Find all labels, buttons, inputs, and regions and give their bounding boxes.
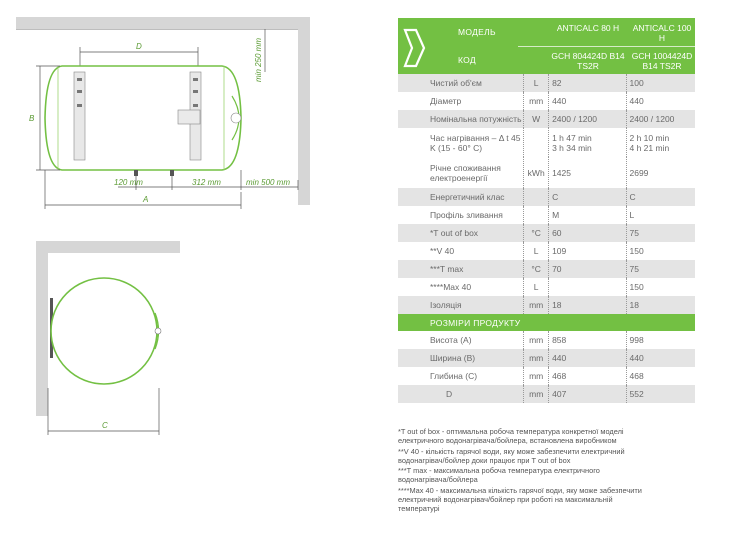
model-label: МОДЕЛЬ — [458, 27, 496, 37]
row-unit-cell — [523, 92, 549, 110]
section-product-size — [398, 314, 695, 331]
row-unit-cell — [523, 331, 549, 349]
row-unit-cell — [523, 385, 549, 403]
row-name: *T out of box — [430, 228, 479, 238]
row-unit: mm — [529, 335, 544, 345]
row-unit: W — [532, 114, 541, 124]
row-unit-cell — [523, 206, 549, 224]
dim-label-d: D — [136, 42, 142, 51]
row-name: Час нагрівання – Δ t 45 K (15 - 60° C) — [430, 132, 521, 153]
row-value-model-1: 468 — [552, 371, 567, 381]
row-value-model-2-cell — [627, 296, 695, 314]
table-row — [398, 128, 695, 157]
row-value-model-2-cell — [627, 349, 695, 367]
row-name-cell — [398, 331, 523, 349]
row-name-cell — [398, 242, 523, 260]
dim-label-312: 312 mm — [192, 178, 221, 187]
row-value-model-1: 70 — [552, 264, 562, 274]
header-model-row — [398, 18, 695, 46]
header-code-row — [398, 46, 695, 74]
row-value-model-1: C — [552, 192, 559, 202]
row-unit: mm — [529, 389, 544, 399]
row-value-model-1-cell — [549, 260, 626, 278]
row-name-cell — [398, 224, 523, 242]
model-2: ANTICALC 100 H — [632, 23, 692, 43]
row-name-cell — [398, 367, 523, 385]
row-name-cell — [398, 206, 523, 224]
row-value-model-1-cell — [549, 278, 626, 296]
row-value-model-2: 998 — [629, 335, 644, 345]
table-row — [398, 278, 695, 296]
row-unit: kWh — [527, 167, 545, 178]
row-name-cell — [398, 110, 523, 128]
row-value-model-1-cell — [549, 331, 626, 349]
dim-label-c: C — [102, 421, 108, 430]
table-row — [398, 242, 695, 260]
table-row — [398, 188, 695, 206]
row-value-model-1: 858 — [552, 335, 567, 345]
row-unit: L — [533, 246, 539, 256]
row-unit: mm — [529, 96, 544, 106]
row-value-model-2-cell — [627, 278, 695, 296]
row-name: Глибина (C) — [430, 371, 478, 381]
row-value-model-1: 440 — [552, 96, 567, 106]
row-name-cell — [398, 157, 523, 188]
code-1: GCH 804424D B14 TS2R — [551, 51, 625, 71]
row-name: D — [446, 389, 453, 399]
row-unit-cell — [523, 224, 549, 242]
row-value-model-1-cell — [549, 128, 626, 157]
row-name-cell — [398, 349, 523, 367]
row-name: Профіль зливання — [430, 210, 503, 220]
row-unit-cell — [523, 349, 549, 367]
row-name-cell — [398, 74, 523, 92]
footnote-v40: **V 40 - кількість гарячої води, яку може забезпечити електричний водонагрівач/бойлер доки працює при T out of box — [398, 446, 625, 465]
code-2: GCH 1004424D B14 TS2R — [631, 51, 693, 71]
table-row — [398, 206, 695, 224]
dim-label-120: 120 mm — [114, 178, 143, 187]
row-value-model-2-cell — [627, 385, 695, 403]
row-value-model-1: M — [552, 210, 560, 220]
model-1: ANTICALC 80 H — [556, 23, 620, 33]
row-name: Номінальна потужність — [430, 114, 522, 124]
row-unit-cell — [523, 296, 549, 314]
row-name-cell — [398, 128, 523, 157]
row-value-model-2: 2 h 10 min 4 h 21 min — [629, 132, 670, 153]
row-value-model-2-cell — [627, 367, 695, 385]
section-title: РОЗМІРИ ПРОДУКТУ — [430, 317, 521, 328]
row-name-cell — [398, 296, 523, 314]
row-name-cell — [398, 92, 523, 110]
row-value-model-1: 1 h 47 min 3 h 34 min — [552, 132, 592, 153]
footnote-t-out-of-box: *T out of box - оптимальна робоча температура конкретної моделі електричного водонагрівача/бойлера, встановлена виробником — [398, 427, 624, 446]
row-value-model-2-cell — [627, 224, 695, 242]
row-value-model-2: 2699 — [629, 167, 649, 178]
row-name: Енергетичний клас — [430, 192, 505, 202]
footnotes — [398, 427, 718, 515]
tank-front-view — [50, 278, 161, 384]
row-name: Річне споживання електроенергії — [430, 162, 501, 183]
row-unit-cell — [523, 242, 549, 260]
row-value-model-2: 440 — [629, 353, 644, 363]
row-value-model-1-cell — [549, 110, 626, 128]
row-value-model-1-cell — [549, 385, 626, 403]
row-unit-cell — [523, 157, 549, 188]
row-unit-cell — [523, 260, 549, 278]
code-label: КОД — [458, 55, 476, 65]
row-value-model-2-cell — [627, 331, 695, 349]
row-unit-cell — [523, 278, 549, 296]
row-value-model-1: 18 — [552, 300, 562, 310]
row-value-model-2-cell — [627, 188, 695, 206]
row-value-model-2: 552 — [629, 389, 644, 399]
spec-rows — [398, 74, 695, 314]
table-header — [398, 18, 695, 74]
row-name-cell — [398, 260, 523, 278]
table-row — [398, 110, 695, 128]
row-value-model-2: 75 — [629, 264, 639, 274]
row-name-cell — [398, 385, 523, 403]
row-value-model-1: 1425 — [552, 167, 571, 178]
spec-table — [398, 18, 695, 403]
row-value-model-2-cell — [627, 74, 695, 92]
row-name: ***T max — [430, 264, 464, 274]
row-value-model-2-cell — [627, 110, 695, 128]
row-value-model-1-cell — [549, 296, 626, 314]
row-unit-cell — [523, 367, 549, 385]
row-value-model-2-cell — [627, 260, 695, 278]
row-name: ****Max 40 — [430, 282, 472, 292]
row-name-cell — [398, 188, 523, 206]
row-value-model-1-cell — [549, 349, 626, 367]
row-value-model-1-cell — [549, 157, 626, 188]
row-name: Ширина (B) — [430, 353, 476, 363]
row-value-model-2: 18 — [629, 300, 639, 310]
row-unit: L — [533, 78, 539, 88]
row-value-model-1-cell — [549, 206, 626, 224]
table-row — [398, 367, 695, 385]
row-value-model-2: L — [629, 210, 635, 220]
dim-label-a: A — [143, 195, 149, 204]
row-value-model-2: C — [629, 192, 636, 202]
row-value-model-1: 2400 / 1200 — [552, 114, 597, 124]
table-row — [398, 224, 695, 242]
row-unit: L — [533, 282, 539, 292]
row-name: Чистий об'єм — [430, 78, 482, 88]
footnote-t-max: ***T max - максимальна робоча температура електричного водонагрівача/бойлера — [398, 466, 600, 485]
row-unit: °C — [531, 228, 541, 238]
row-value-model-2-cell — [627, 128, 695, 157]
row-name: Діаметр — [430, 96, 462, 106]
row-value-model-2-cell — [627, 157, 695, 188]
row-unit-cell — [523, 128, 549, 157]
dim-label-min250: min 250 mm — [254, 37, 263, 82]
row-unit: °C — [531, 264, 541, 274]
table-row — [398, 157, 695, 188]
row-name: **V 40 — [430, 246, 455, 256]
row-value-model-1: 82 — [552, 78, 562, 88]
table-row — [398, 296, 695, 314]
row-value-model-1-cell — [549, 367, 626, 385]
row-unit: mm — [529, 353, 544, 363]
row-name: Ізоляція — [430, 300, 462, 310]
table-row — [398, 349, 695, 367]
row-value-model-2: 2400 / 1200 — [629, 114, 675, 124]
row-unit: mm — [529, 300, 544, 310]
row-value-model-2: 100 — [629, 78, 644, 88]
table-row — [398, 74, 695, 92]
row-value-model-1: 407 — [552, 389, 567, 399]
row-unit-cell — [523, 74, 549, 92]
row-value-model-1: 440 — [552, 353, 567, 363]
row-unit-cell — [523, 110, 549, 128]
row-value-model-2: 440 — [629, 96, 644, 106]
row-value-model-1: 60 — [552, 228, 562, 238]
row-value-model-1-cell — [549, 74, 626, 92]
row-value-model-1-cell — [549, 92, 626, 110]
size-rows — [398, 331, 695, 403]
row-value-model-2: 75 — [629, 228, 639, 238]
footnote-max40: ****Max 40 - максимальна кількість гарячої води, яку може забезпечити електричний водонагрівач/бойлер при роботі на максимальній температурі — [398, 485, 642, 514]
row-value-model-2: 468 — [629, 371, 644, 381]
row-unit-cell — [523, 188, 549, 206]
table-row — [398, 385, 695, 403]
table-row — [398, 92, 695, 110]
row-value-model-1-cell — [549, 242, 626, 260]
row-name-cell — [398, 278, 523, 296]
row-value-model-2-cell — [627, 242, 695, 260]
row-value-model-2: 150 — [629, 282, 644, 292]
dim-label-min500: min 500 mm — [246, 178, 291, 187]
row-value-model-1-cell — [549, 224, 626, 242]
row-unit: mm — [529, 371, 544, 381]
row-value-model-2-cell — [627, 92, 695, 110]
tank-side-view — [45, 66, 241, 176]
row-name: Висота (A) — [430, 335, 472, 345]
row-value-model-1: 109 — [552, 246, 567, 256]
table-row — [398, 260, 695, 278]
row-value-model-1-cell — [549, 188, 626, 206]
row-value-model-2: 150 — [629, 246, 644, 256]
row-value-model-2-cell — [627, 206, 695, 224]
table-row — [398, 331, 695, 349]
dim-label-b: B — [29, 114, 35, 123]
